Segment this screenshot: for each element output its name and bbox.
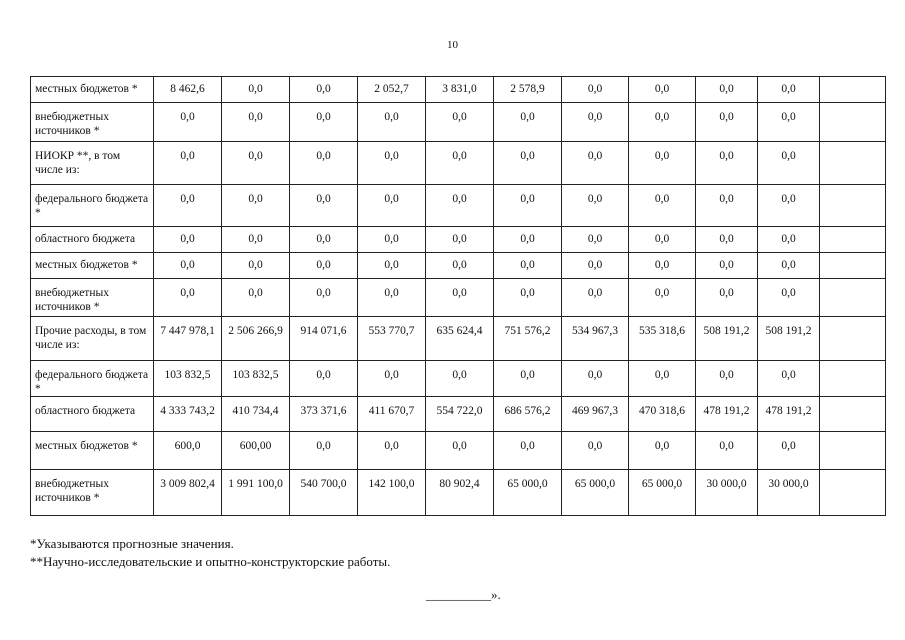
- table-cell: 0,0: [222, 253, 290, 279]
- table-cell: 0,0: [290, 279, 358, 317]
- table-cell: 142 100,0: [358, 470, 426, 516]
- table-cell: 0,0: [426, 432, 494, 470]
- table-cell: 0,0: [562, 142, 629, 185]
- table-row: [31, 253, 886, 279]
- table-cell: 3 831,0: [426, 77, 494, 103]
- row-label: областного бюджета: [31, 227, 154, 253]
- table-cell: 0,0: [562, 103, 629, 142]
- table-cell: 0,0: [290, 432, 358, 470]
- table-cell: 600,00: [222, 432, 290, 470]
- table-cell: 0,0: [222, 103, 290, 142]
- table-cell: 0,0: [758, 103, 820, 142]
- table-cell: 0,0: [629, 432, 696, 470]
- table-cell: 0,0: [290, 227, 358, 253]
- row-label: областного бюджета: [31, 397, 154, 432]
- table-cell: 478 191,2: [696, 397, 758, 432]
- table-cell: 469 967,3: [562, 397, 629, 432]
- table-cell: 0,0: [758, 227, 820, 253]
- table-cell: 0,0: [426, 227, 494, 253]
- table-cell: 4 333 743,2: [154, 397, 222, 432]
- table-row: [31, 142, 886, 185]
- row-label: местных бюджетов *: [31, 432, 154, 470]
- table-cell: 0,0: [758, 142, 820, 185]
- empty-cell: [820, 279, 886, 317]
- table-cell: 0,0: [494, 103, 562, 142]
- empty-cell: [820, 470, 886, 516]
- row-label: федерального бюджета *: [31, 361, 154, 397]
- table-cell: 540 700,0: [290, 470, 358, 516]
- table-cell: 600,0: [154, 432, 222, 470]
- table-cell: 0,0: [290, 142, 358, 185]
- row-label: федерального бюджета *: [31, 185, 154, 227]
- empty-cell: [820, 317, 886, 361]
- table-row: [31, 103, 886, 142]
- table-cell: 410 734,4: [222, 397, 290, 432]
- table-cell: 0,0: [696, 103, 758, 142]
- budget-table: [30, 76, 886, 516]
- table-cell: 0,0: [629, 103, 696, 142]
- table-cell: 7 447 978,1: [154, 317, 222, 361]
- table-cell: 535 318,6: [629, 317, 696, 361]
- table-row: [31, 185, 886, 227]
- table-cell: 0,0: [426, 142, 494, 185]
- table-cell: 0,0: [562, 361, 629, 397]
- table-cell: 0,0: [629, 253, 696, 279]
- page-number: 10: [447, 39, 458, 51]
- table-cell: 0,0: [562, 227, 629, 253]
- table-row: [31, 470, 886, 516]
- table-cell: 0,0: [290, 103, 358, 142]
- table-cell: 0,0: [494, 279, 562, 317]
- table-cell: 0,0: [629, 227, 696, 253]
- table-cell: 0,0: [758, 185, 820, 227]
- table-cell: 30 000,0: [758, 470, 820, 516]
- table-cell: 0,0: [696, 432, 758, 470]
- table-cell: 0,0: [629, 361, 696, 397]
- budget-table-body: [31, 77, 886, 516]
- table-cell: 0,0: [154, 279, 222, 317]
- table-cell: 914 071,6: [290, 317, 358, 361]
- table-cell: 0,0: [426, 185, 494, 227]
- table-cell: 0,0: [696, 279, 758, 317]
- table-cell: 478 191,2: [758, 397, 820, 432]
- table-cell: 0,0: [494, 361, 562, 397]
- table-cell: 0,0: [494, 142, 562, 185]
- table-row: [31, 77, 886, 103]
- table-cell: 65 000,0: [629, 470, 696, 516]
- footnotes: [30, 535, 390, 571]
- table-cell: 0,0: [358, 432, 426, 470]
- table-cell: 0,0: [696, 77, 758, 103]
- table-row: [31, 317, 886, 361]
- table-cell: 0,0: [222, 227, 290, 253]
- row-label: Прочие расходы, в том числе из:: [31, 317, 154, 361]
- table-cell: 0,0: [358, 185, 426, 227]
- table-row: [31, 397, 886, 432]
- table-cell: 508 191,2: [696, 317, 758, 361]
- empty-cell: [820, 432, 886, 470]
- table-cell: 635 624,4: [426, 317, 494, 361]
- table-cell: 0,0: [154, 103, 222, 142]
- closing-line: __________».: [426, 587, 501, 602]
- table-cell: 0,0: [629, 185, 696, 227]
- table-cell: 470 318,6: [629, 397, 696, 432]
- table-row: [31, 227, 886, 253]
- table-cell: 0,0: [696, 361, 758, 397]
- table-cell: 0,0: [758, 77, 820, 103]
- table-cell: 0,0: [154, 253, 222, 279]
- table-cell: 0,0: [758, 432, 820, 470]
- table-cell: 2 052,7: [358, 77, 426, 103]
- table-row: [31, 432, 886, 470]
- footnote-research: **Научно-исследовательские и опытно-конструкторские работы.: [30, 554, 391, 569]
- table-cell: 2 578,9: [494, 77, 562, 103]
- table-cell: 0,0: [758, 253, 820, 279]
- table-cell: 508 191,2: [758, 317, 820, 361]
- table-row: [31, 361, 886, 397]
- table-cell: 0,0: [222, 185, 290, 227]
- table-cell: 0,0: [222, 142, 290, 185]
- row-label: внебюджетных источников *: [31, 279, 154, 317]
- table-cell: 0,0: [358, 361, 426, 397]
- empty-cell: [820, 227, 886, 253]
- table-cell: 0,0: [696, 142, 758, 185]
- table-cell: 0,0: [562, 432, 629, 470]
- table-cell: 8 462,6: [154, 77, 222, 103]
- table-cell: 534 967,3: [562, 317, 629, 361]
- empty-cell: [820, 77, 886, 103]
- empty-cell: [820, 253, 886, 279]
- table-cell: 0,0: [696, 185, 758, 227]
- table-cell: 0,0: [154, 185, 222, 227]
- table-cell: 0,0: [696, 227, 758, 253]
- table-cell: 0,0: [290, 253, 358, 279]
- footnote-forecast: *Указываются прогнозные значения.: [30, 536, 234, 551]
- table-cell: 411 670,7: [358, 397, 426, 432]
- table-cell: 686 576,2: [494, 397, 562, 432]
- table-cell: 0,0: [494, 253, 562, 279]
- empty-cell: [820, 103, 886, 142]
- table-cell: 30 000,0: [696, 470, 758, 516]
- row-label: местных бюджетов *: [31, 253, 154, 279]
- table-cell: 554 722,0: [426, 397, 494, 432]
- table-cell: 0,0: [358, 227, 426, 253]
- table-cell: 0,0: [290, 185, 358, 227]
- table-cell: 0,0: [154, 227, 222, 253]
- table-cell: 3 009 802,4: [154, 470, 222, 516]
- table-cell: 0,0: [426, 253, 494, 279]
- row-label: НИОКР **, в том числе из:: [31, 142, 154, 185]
- table-cell: 553 770,7: [358, 317, 426, 361]
- table-cell: 0,0: [562, 77, 629, 103]
- table-cell: 80 902,4: [426, 470, 494, 516]
- table-cell: 0,0: [154, 142, 222, 185]
- table-cell: 0,0: [758, 279, 820, 317]
- table-cell: 0,0: [629, 142, 696, 185]
- row-label: внебюджетных источников *: [31, 470, 154, 516]
- table-cell: 0,0: [629, 77, 696, 103]
- table-cell: 0,0: [494, 432, 562, 470]
- table-cell: 0,0: [562, 279, 629, 317]
- table-cell: 0,0: [358, 142, 426, 185]
- table-cell: 1 991 100,0: [222, 470, 290, 516]
- table-cell: 103 832,5: [222, 361, 290, 397]
- empty-cell: [820, 361, 886, 397]
- table-row: [31, 279, 886, 317]
- table-cell: 0,0: [222, 77, 290, 103]
- table-cell: 751 576,2: [494, 317, 562, 361]
- table-cell: 103 832,5: [154, 361, 222, 397]
- table-cell: 0,0: [696, 253, 758, 279]
- table-cell: 0,0: [222, 279, 290, 317]
- table-cell: 0,0: [358, 279, 426, 317]
- table-cell: 0,0: [494, 227, 562, 253]
- table-cell: 0,0: [290, 361, 358, 397]
- table-cell: 0,0: [290, 77, 358, 103]
- table-cell: 0,0: [426, 279, 494, 317]
- table-cell: 0,0: [358, 103, 426, 142]
- table-cell: 0,0: [358, 253, 426, 279]
- row-label: внебюджетных источников *: [31, 103, 154, 142]
- table-cell: 0,0: [758, 361, 820, 397]
- table-cell: 0,0: [562, 253, 629, 279]
- table-cell: 0,0: [562, 185, 629, 227]
- empty-cell: [820, 397, 886, 432]
- table-cell: 0,0: [494, 185, 562, 227]
- table-cell: 0,0: [426, 361, 494, 397]
- table-cell: 65 000,0: [494, 470, 562, 516]
- row-label: местных бюджетов *: [31, 77, 154, 103]
- empty-cell: [820, 185, 886, 227]
- table-cell: 0,0: [629, 279, 696, 317]
- table-cell: 373 371,6: [290, 397, 358, 432]
- table-cell: 0,0: [426, 103, 494, 142]
- empty-cell: [820, 142, 886, 185]
- table-cell: 2 506 266,9: [222, 317, 290, 361]
- table-cell: 65 000,0: [562, 470, 629, 516]
